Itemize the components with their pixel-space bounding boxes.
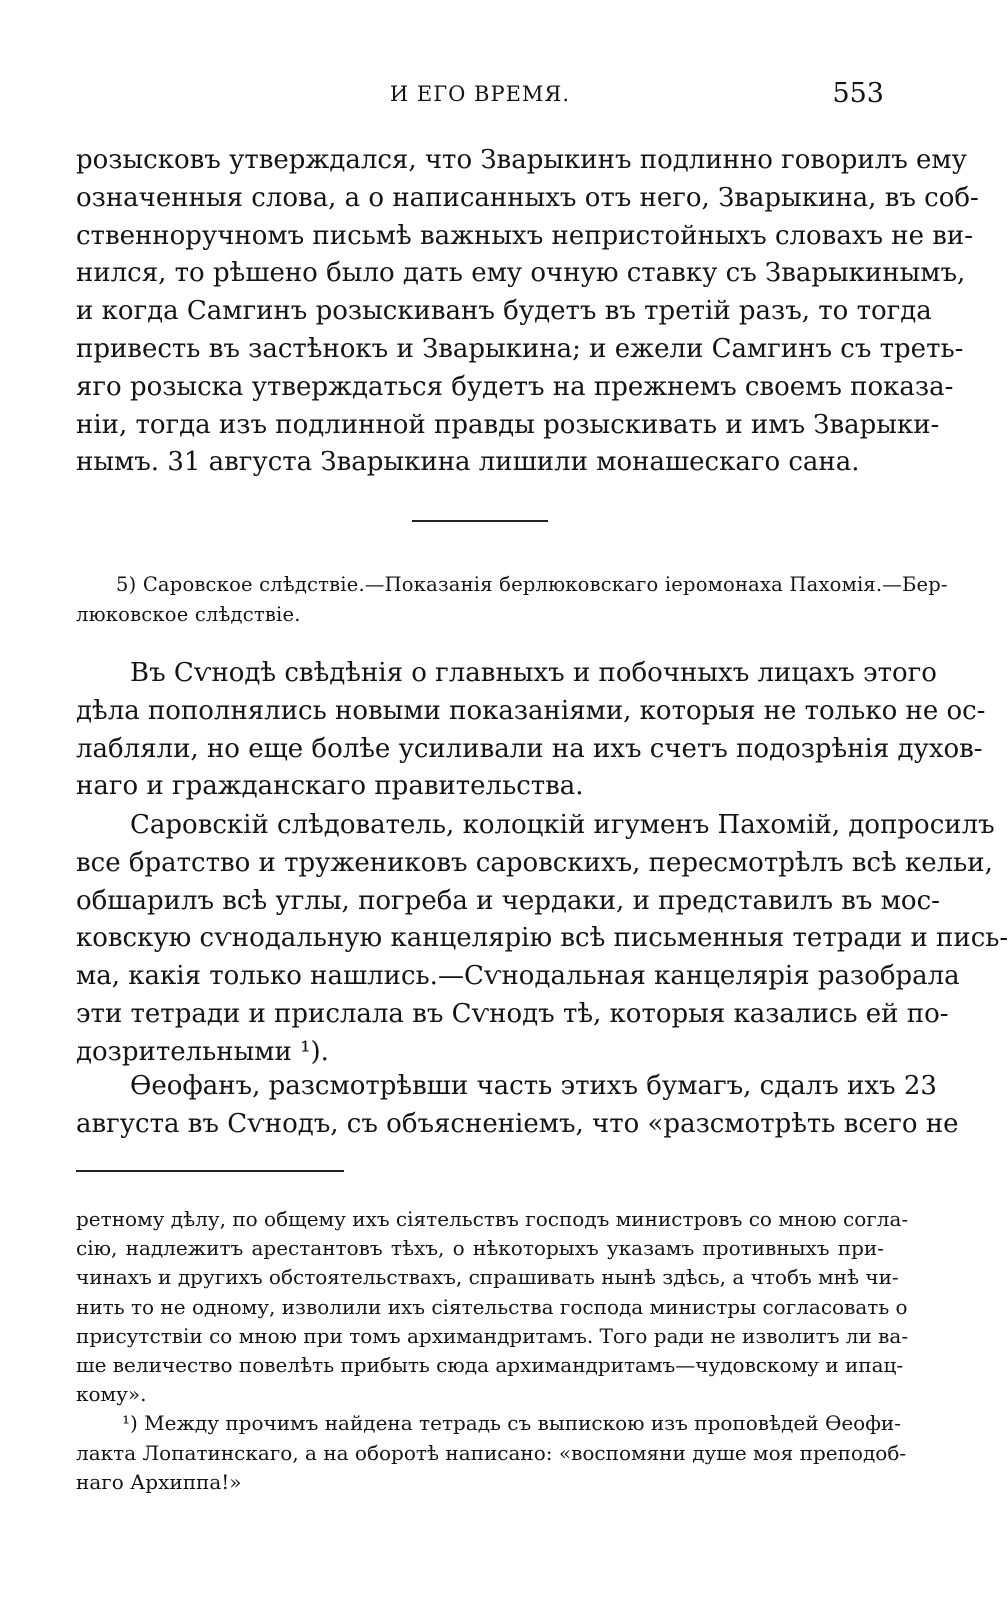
text-line: дѣла пополнялись новыми показаніями, которыя не только не ос- <box>76 695 986 726</box>
footnote-divider <box>76 1170 344 1172</box>
footnote-line: ретному дѣлу, по общему ихъ сіятельствъ господъ министровъ со мною согла- <box>76 1207 909 1231</box>
text-line: дозрительными ¹). <box>76 1036 329 1067</box>
text-line: нился, то рѣшено было дать ему очную ставку съ Зварыкинымъ, <box>76 258 966 289</box>
paragraph-4 <box>76 1068 959 1144</box>
text-line: ніи, тогда изъ подлинной правды розыскивать и имъ Зварыки- <box>76 409 940 440</box>
text-line: означенныя слова, а о написанныхъ отъ него, Зварыкина, въ соб- <box>76 182 979 213</box>
text-line: яго розыска утверждаться будетъ на прежнемъ своемъ показа- <box>76 371 954 402</box>
footnote-line: сію, надлежитъ арестантовъ тѣхъ, о нѣкоторыхъ указамъ противныхъ при- <box>76 1236 884 1261</box>
footnote-line: чинахъ и другихъ обстоятельствахъ, спрашивать нынѣ здѣсь, а чтобъ мнѣ чи- <box>76 1265 899 1290</box>
footnote-line: кому». <box>76 1382 147 1407</box>
page-number: 553 <box>832 78 884 109</box>
footnote-line: ше величество повелѣть прибыть сюда архимандритамъ—чудовскому и ипац- <box>76 1352 904 1377</box>
footnote-line: присутствіи со мною при томъ архимандритамъ. Того ради не изволитъ ли ва- <box>76 1323 909 1348</box>
footnote-line: ¹) Между прочимъ найдена тетрадь съ выпискою изъ проповѣдей Ѳеофи- <box>122 1411 901 1436</box>
footnote-line: лакта Лопатинскаго, а на оборотѣ написано: «воспомяни душе моя преподоб- <box>76 1440 907 1465</box>
text-line: Въ Сѵнодѣ свѣдѣнія о главныхъ и побочныхъ лицахъ этого <box>130 658 937 688</box>
paragraph-3 <box>76 807 1008 1072</box>
text-line: ковскую сѵнодальную канцелярію всѣ письменныя тетради и пись- <box>76 923 1008 954</box>
section-heading <box>76 570 948 630</box>
text-line: обшарилъ всѣ углы, погреба и чердаки, и представилъ въ мос- <box>76 885 940 916</box>
running-title: И ЕГО ВРЕМЯ. <box>389 82 571 106</box>
text-line: розысковъ утверждался, что Зварыкинъ подлинно говорилъ ему <box>76 145 967 175</box>
footnote-line: нить то не одному, изволили ихъ сіятельства господа министры согласовать о <box>76 1294 908 1319</box>
heading-line: 5) Саровское слѣдствіе.—Показанія берлюковскаго іеромонаха Пахомія.—Бер- <box>116 573 948 596</box>
text-line: Ѳеофанъ, разсмотрѣвши часть этихъ бумагъ, сдалъ ихъ 23 <box>130 1071 937 1101</box>
page-header <box>76 78 884 118</box>
text-line: и когда Самгинъ розыскиванъ будетъ въ третій разъ, то тогда <box>76 296 932 327</box>
text-line: лабляли, но еще болѣе усиливали на ихъ счетъ подозрѣнія духов- <box>76 733 983 764</box>
paragraph-1 <box>76 142 979 482</box>
text-line: августа въ Сѵнодъ, съ объясненіемъ, что «разсмотрѣть всего не <box>76 1108 959 1139</box>
section-divider <box>412 520 548 522</box>
text-line: Саровскій слѣдователь, колоцкій игуменъ Пахомій, допросилъ <box>130 810 995 840</box>
text-line: все братство и тружениковъ саровскихъ, пересмотрѣлъ всѣ кельи, <box>76 847 993 878</box>
paragraph-2 <box>76 655 986 806</box>
footnotes <box>76 1205 909 1497</box>
text-line: ма, какія только нашлись.—Сѵнодальная канцелярія разобрала <box>76 961 960 992</box>
text-line: наго и гражданскаго правительства. <box>76 771 584 802</box>
heading-line: люковское слѣдствіе. <box>76 603 301 626</box>
text-line: нымъ. 31 августа Зварыкина лишили монашескаго сана. <box>76 447 860 478</box>
text-line: привесть въ застѣнокъ и Зварыкина; и ежели Самгинъ съ треть- <box>76 333 964 364</box>
footnote-line: наго Архиппа!» <box>76 1469 242 1494</box>
text-line: ственноручномъ письмѣ важныхъ непристойныхъ словахъ не ви- <box>76 220 974 251</box>
text-line: эти тетради и прислала въ Сѵнодъ тѣ, которыя казались ей по- <box>76 998 949 1029</box>
